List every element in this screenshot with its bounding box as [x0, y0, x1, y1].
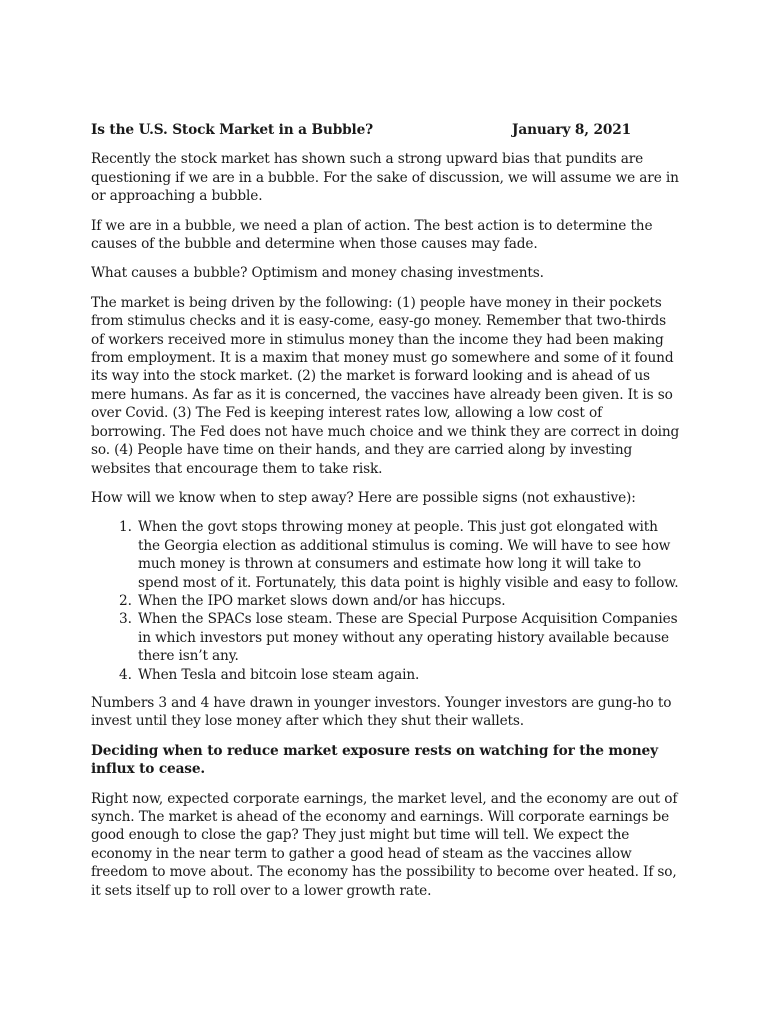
- bold-statement: Deciding when to reduce market exposure rests on watching for the money influx to cease.: [91, 742, 658, 778]
- paragraph-younger-investors: Numbers 3 and 4 have drawn in younger investors. Younger investors are gung-ho to invest until they lose money after which they shut their wallets.: [91, 694, 672, 730]
- paragraph-closing: Right now, expected corporate earnings, the market level, and the economy are out of synch. The market is ahead of the economy and earnings. Will corporate earnings be good enough to close the gap? They just might but time will tell. We expect the economy in the near term to gather a good head of steam as the vaccines allow freedom to move about. The economy has the possibility to become over heated. If so, it sets itself up to roll over to a lower growth rate.: [91, 790, 678, 899]
- document-date: January 8, 2021: [512, 122, 631, 138]
- document-page: [91, 121, 681, 911]
- paragraph-plan: If we are in a bubble, we need a plan of action. The best action is to determine the causes of the bubble and determine when those causes may fade.: [91, 217, 653, 253]
- title-row: [91, 121, 681, 139]
- paragraph-drivers: The market is being driven by the following: (1) people have money in their pockets from stimulus checks and it is easy-come, easy-go money. Remember that two-thirds of workers received more in stimulus money than the income they had been making from employment. It is a maxim that money must go somewhere and some of it found its way into the stock market. (2) the market is forward looking and is ahead of us mere humans. As far as it is concerned, the vaccines have already been given. It is so over Covid. (3) The Fed is keeping interest rates low, allowing a low cost of borrowing. The Fed does not have much choice and we think they are correct in doing so. (4) People have time on their hands, and they are carried along by investing websites that encourage them to take risk.: [91, 294, 680, 477]
- list-item: 4. When Tesla and bitcoin lose steam again.: [136, 666, 681, 684]
- list-item: 2. When the IPO market slows down and/or has hiccups.: [136, 592, 681, 610]
- paragraph-intro: Recently the stock market has shown such a strong upward bias that pundits are questioning if we are in a bubble. For the sake of discussion, we will assume we are in or approaching a bubble.: [91, 151, 679, 205]
- paragraph-causes: What causes a bubble? Optimism and money chasing investments.: [91, 265, 544, 282]
- paragraph-signs-intro: How will we know when to step away? Here are possible signs (not exhaustive):: [91, 489, 636, 506]
- document-title: Is the U.S. Stock Market in a Bubble?: [91, 122, 374, 138]
- list-item: 1. When the govt stops throwing money at people. This just got elongated with the Georgia election as additional stimulus is coming. We will have to see how much money is thrown at consumers and estimate how long it will take to spend most of it. Fortunately, this data point is highly visible and easy to follow.: [136, 518, 681, 592]
- signs-list: [91, 518, 681, 684]
- list-item: 3. When the SPACs lose steam. These are Special Purpose Acquisition Companies in which investors put money without any operating history available because there isn’t any.: [136, 610, 681, 665]
